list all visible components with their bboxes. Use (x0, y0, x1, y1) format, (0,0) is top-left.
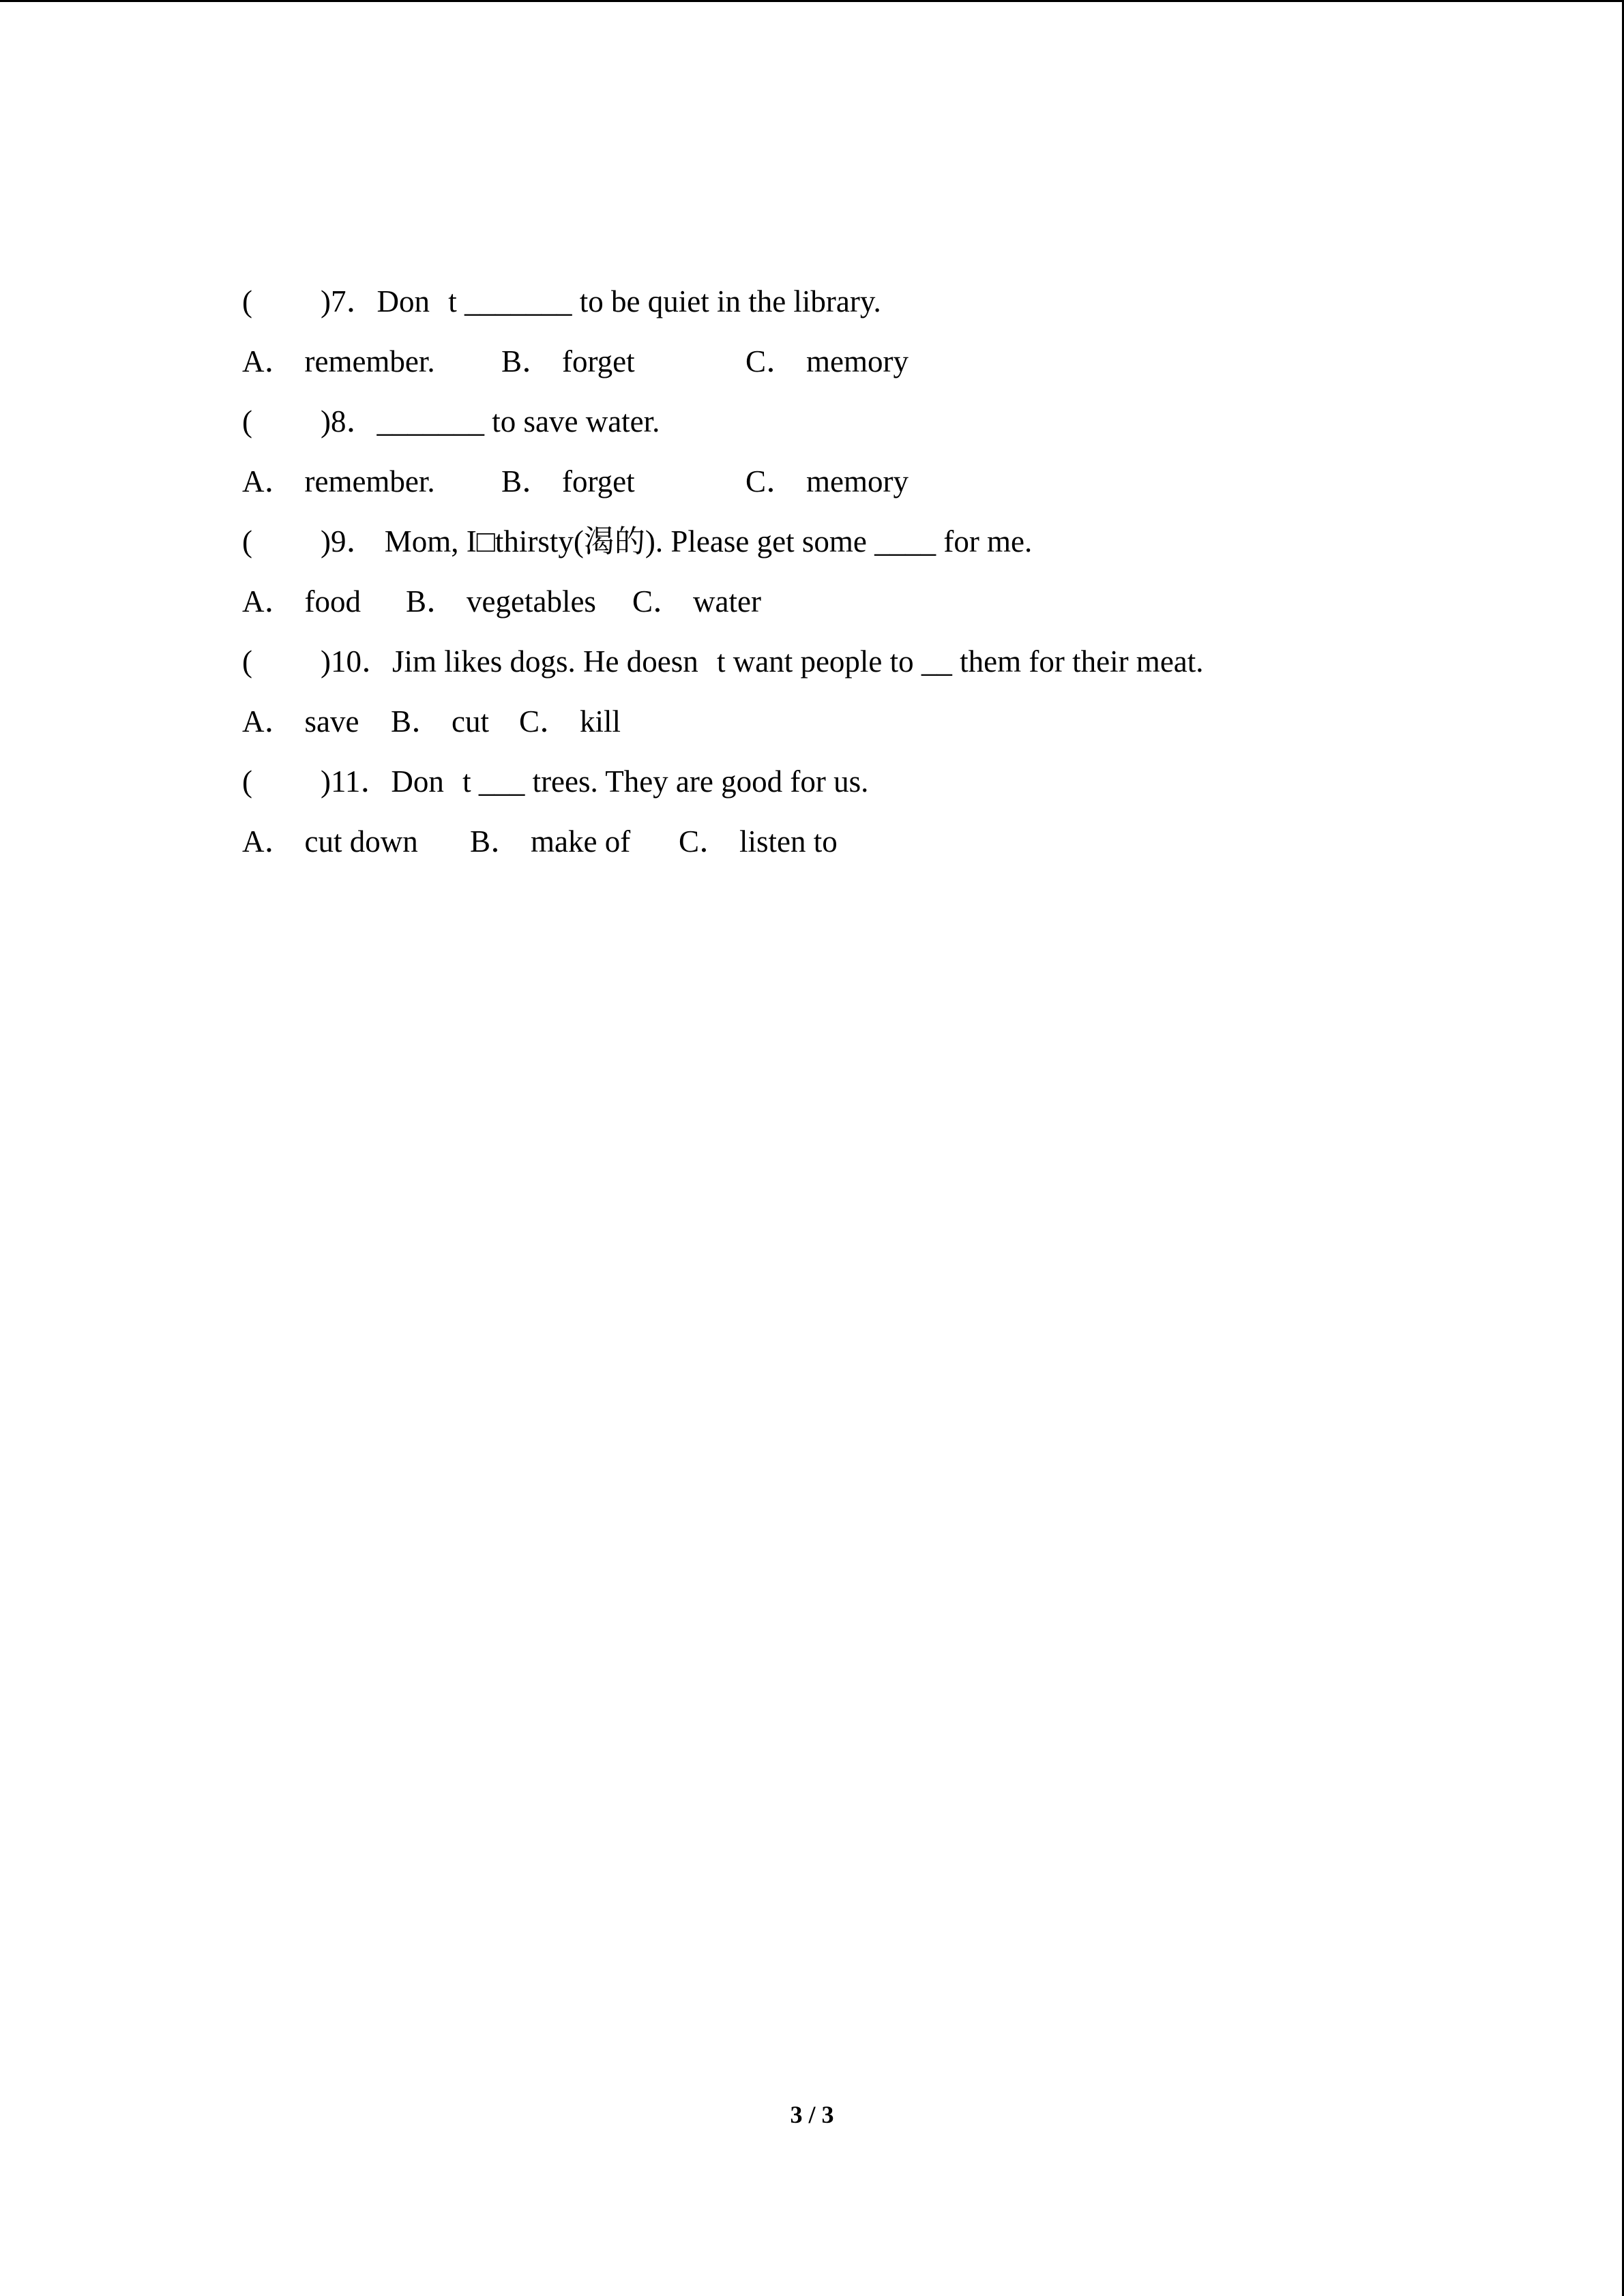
option-b: B． make of (470, 824, 631, 859)
answer-paren: ( (242, 524, 252, 558)
option-b: B． vegetables (406, 584, 596, 618)
option-a: A． cut down (242, 824, 418, 859)
option-a: A． save (242, 704, 359, 739)
answer-paren: ( (242, 404, 252, 438)
question-number: )8． (321, 404, 377, 438)
option-b: B． forget (501, 464, 635, 498)
question-number: )9． (321, 524, 377, 558)
question-list (211, 211, 1507, 859)
question-text: Dont ___ trees. They are good for us. (391, 764, 869, 799)
option-b: B． cut (391, 704, 489, 739)
option-b: B． forget (501, 344, 635, 378)
question-number: )10． (321, 644, 392, 679)
question-text: Jim likes dogs. He doesnt want people to __ them for their meat. (392, 644, 1204, 679)
answer-paren: ( (242, 764, 252, 799)
option-c: C． listen to (679, 824, 838, 859)
page-number: 3 / 3 (790, 2101, 834, 2128)
option-c: C． memory (745, 344, 909, 378)
answer-paren: ( (242, 284, 252, 318)
answer-paren: ( (242, 644, 252, 679)
question-text: Dont _______ to be quiet in the library. (377, 284, 881, 318)
question-text: _______ to save water. (377, 404, 660, 438)
question-text: Mom, I□thirsty(渴的). Please get some ____ for me. (377, 524, 1033, 558)
question-number: )11． (321, 764, 392, 799)
question-7 (211, 211, 1507, 318)
option-c: C． memory (745, 464, 909, 498)
option-a: A． food (242, 584, 361, 618)
option-c: C． water (632, 584, 761, 618)
option-c: C． kill (519, 704, 621, 739)
option-a: A． remember. (242, 344, 435, 378)
option-a: A． remember. (242, 464, 435, 498)
question-number: )7． (321, 284, 377, 318)
